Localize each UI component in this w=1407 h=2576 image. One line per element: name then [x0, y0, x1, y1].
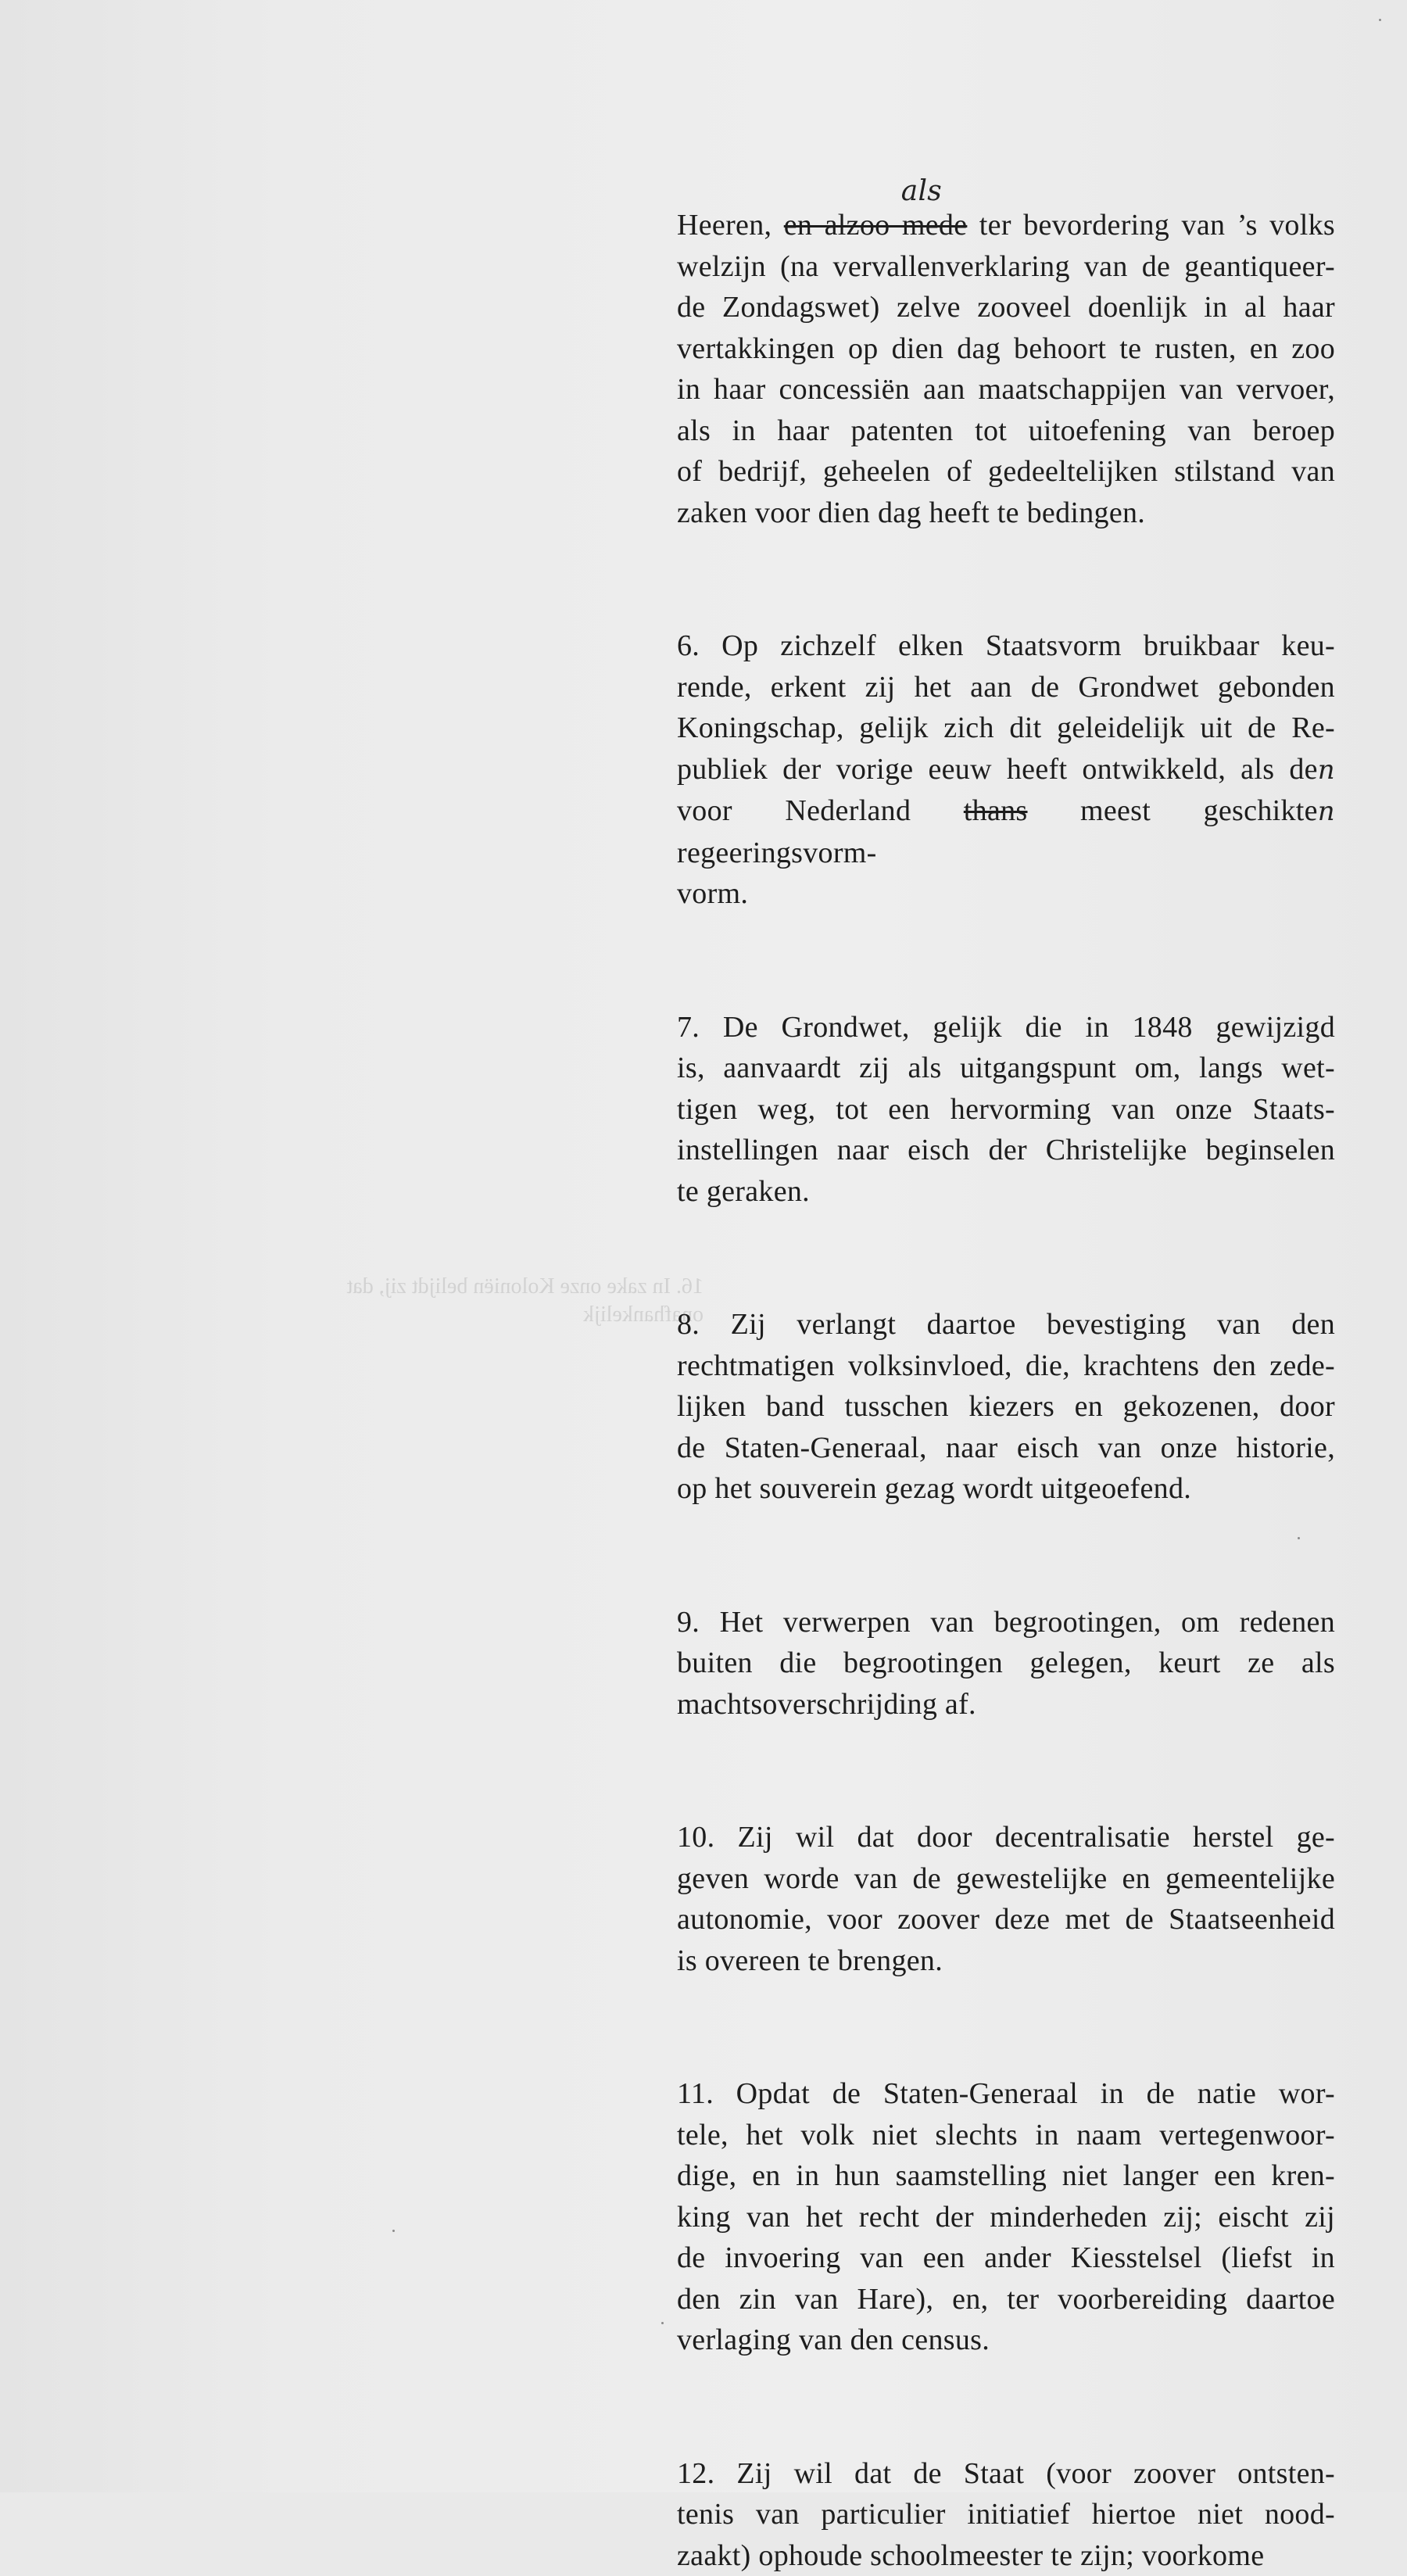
text-line	[677, 1817, 1335, 1858]
struck-text-wrapper	[964, 794, 1028, 827]
text-line	[677, 1171, 1335, 1213]
text-line	[677, 1345, 1335, 1387]
paragraph	[677, 1602, 1335, 1725]
paragraph-gap	[677, 1725, 1335, 1817]
text-run: rende, erkent zij het aan de Grondwet gebonden	[677, 671, 1335, 704]
text-line	[677, 493, 1335, 534]
paragraph	[677, 2453, 1335, 2576]
text-line	[677, 1643, 1335, 1684]
text-run: 10. Zij wil dat door decentralisatie herstel ge-	[677, 1821, 1335, 1854]
text-line	[677, 708, 1335, 749]
text-run: voor Nederland	[677, 794, 964, 827]
text-line	[677, 1130, 1335, 1171]
text-line	[677, 1089, 1335, 1130]
text-run: regeeringsvorm-	[677, 837, 877, 869]
text-line	[677, 1007, 1335, 1048]
handwritten-mark: n	[1318, 796, 1335, 827]
text-line	[677, 451, 1335, 493]
text-run: Koningschap, gelijk zich dit geleidelijk uit de Re-	[677, 711, 1335, 744]
text-line	[677, 1858, 1335, 1900]
text-run: verlaging van den census.	[677, 2323, 990, 2356]
text-run: op het souverein gezag wordt uitgeoefend.	[677, 1472, 1191, 1505]
text-run: 11. Opdat de Staten-Generaal in de natie wor-	[677, 2077, 1335, 2110]
text-run: king van het recht der minderheden zij; eischt zij	[677, 2201, 1335, 2234]
text-line	[677, 205, 1335, 246]
text-line	[677, 410, 1335, 452]
bleed-through-line: onafhankelijk	[438, 1301, 704, 1329]
text-line	[677, 2197, 1335, 2238]
text-line	[677, 246, 1335, 288]
text-run: 8. Zij verlangt daartoe bevestiging van den	[677, 1308, 1335, 1341]
paper-speck	[1379, 19, 1381, 21]
text-run: zaken voor dien dag heeft te bedingen.	[677, 496, 1145, 529]
text-line	[677, 287, 1335, 328]
text-run: lijken band tusschen kiezers en gekozenen, door	[677, 1390, 1335, 1423]
paragraph	[677, 1007, 1335, 1213]
text-run: te geraken.	[677, 1175, 810, 1208]
bleed-through-line: 16. In zake onze Koloniën belijdt zij, dat	[438, 1273, 704, 1301]
text-line	[677, 2320, 1335, 2361]
text-run: als in haar patenten tot uitoefening van beroep	[677, 414, 1335, 447]
text-line	[677, 2155, 1335, 2197]
text-line	[677, 369, 1335, 410]
text-run: meest geschikte	[1028, 794, 1318, 827]
paragraph-gap	[677, 2361, 1335, 2453]
paragraph-gap	[677, 1510, 1335, 1602]
text-line	[677, 2453, 1335, 2495]
text-run: welzijn (na vervallenverklaring van de geantiqueer-	[677, 250, 1335, 283]
handwritten-mark: n	[1318, 754, 1335, 786]
text-line	[677, 1899, 1335, 1940]
text-run: de Staten-Generaal, naar eisch van onze historie,	[677, 1431, 1335, 1464]
struck-text: en alzoo mede	[784, 209, 968, 242]
text-line	[677, 1940, 1335, 1982]
text-run: instellingen naar eisch der Christelijke beginselen	[677, 1134, 1335, 1166]
text-line	[677, 2494, 1335, 2535]
struck-text: thans	[964, 794, 1028, 827]
text-line	[677, 1386, 1335, 1428]
text-run: den zin van Hare), en, ter voorbereiding daartoe	[677, 2283, 1335, 2316]
paragraph-gap	[677, 533, 1335, 625]
paragraph	[677, 205, 1335, 533]
text-run: de invoering van een ander Kiesstelsel (liefst in	[677, 2241, 1335, 2274]
paper-speck	[392, 2230, 395, 2232]
text-line	[677, 1048, 1335, 1089]
text-run: tigen weg, tot een hervorming van onze Staats-	[677, 1093, 1335, 1126]
text-line	[677, 328, 1335, 370]
text-run: publiek der vorige eeuw heeft ontwikkeld, als de	[677, 753, 1318, 786]
paragraph-gap	[677, 1212, 1335, 1304]
handwritten-insert: als	[901, 177, 942, 206]
text-line	[677, 2073, 1335, 2115]
text-line	[677, 2535, 1335, 2576]
text-run: is, aanvaardt zij als uitgangspunt om, langs wet-	[677, 1052, 1335, 1084]
text-run: 9. Het verwerpen van begrootingen, om redenen	[677, 1606, 1335, 1639]
paragraph	[677, 1304, 1335, 1510]
paragraph	[677, 1817, 1335, 1981]
text-run: 12. Zij wil dat de Staat (voor zoover ontsten-	[677, 2457, 1335, 2490]
text-line	[677, 1304, 1335, 1345]
text-line	[677, 873, 1335, 915]
paper-speck	[1298, 1537, 1300, 1539]
text-line	[677, 667, 1335, 708]
text-run: zaakt) ophoude schoolmeester te zijn; voorkome	[677, 2539, 1264, 2572]
text-column	[677, 205, 1335, 2576]
text-run: is overeen te brengen.	[677, 1944, 943, 1977]
text-run: buiten die begrootingen gelegen, keurt ze als	[677, 1646, 1335, 1679]
text-run: vertakkingen op dien dag behoort te rusten, en zoo	[677, 332, 1335, 365]
paper-speck	[661, 2322, 664, 2324]
text-line	[677, 2237, 1335, 2279]
text-line	[677, 625, 1335, 667]
text-line	[677, 1684, 1335, 1725]
text-run: autonomie, voor zoover deze met de Staatseenheid	[677, 1903, 1335, 1936]
text-run: de Zondagswet) zelve zooveel doenlijk in al haar	[677, 291, 1335, 324]
text-line	[677, 749, 1335, 791]
paragraph	[677, 2073, 1335, 2361]
text-run: of bedrijf, geheelen of gedeeltelijken stilstand van	[677, 455, 1335, 488]
text-run: rechtmatigen volksinvloed, die, krachtens den zede-	[677, 1349, 1335, 1382]
text-line	[677, 1468, 1335, 1510]
paragraph	[677, 625, 1335, 915]
text-run: geven worde van de gewestelijke en gemeentelijke	[677, 1862, 1335, 1895]
text-run: tenis van particulier initiatief hiertoe niet nood-	[677, 2498, 1335, 2531]
text-line	[677, 1428, 1335, 1469]
text-line	[677, 2279, 1335, 2320]
text-run: tele, het volk niet slechts in naam vertegenwoor-	[677, 2119, 1335, 2151]
text-run: Heeren,	[677, 209, 784, 242]
text-run: vorm.	[677, 877, 748, 910]
struck-text-wrapper	[784, 209, 968, 242]
text-run: 6. Op zichzelf elken Staatsvorm bruikbaar keu-	[677, 629, 1335, 662]
text-run: 7. De Grondwet, gelijk die in 1848 gewijzigd	[677, 1011, 1335, 1044]
paragraph-gap	[677, 915, 1335, 1007]
text-line	[677, 1602, 1335, 1643]
text-run: ter bevordering van ’s volks	[967, 209, 1335, 242]
text-line	[677, 2115, 1335, 2156]
paragraph-gap	[677, 1981, 1335, 2073]
text-run: in haar concessiën aan maatschappijen van vervoer,	[677, 373, 1335, 406]
text-line	[677, 790, 1335, 873]
bleed-through-text	[438, 1273, 704, 1329]
text-run: machtsoverschrijding af.	[677, 1688, 976, 1721]
text-run: dige, en in hun saamstelling niet langer een kren-	[677, 2159, 1335, 2192]
